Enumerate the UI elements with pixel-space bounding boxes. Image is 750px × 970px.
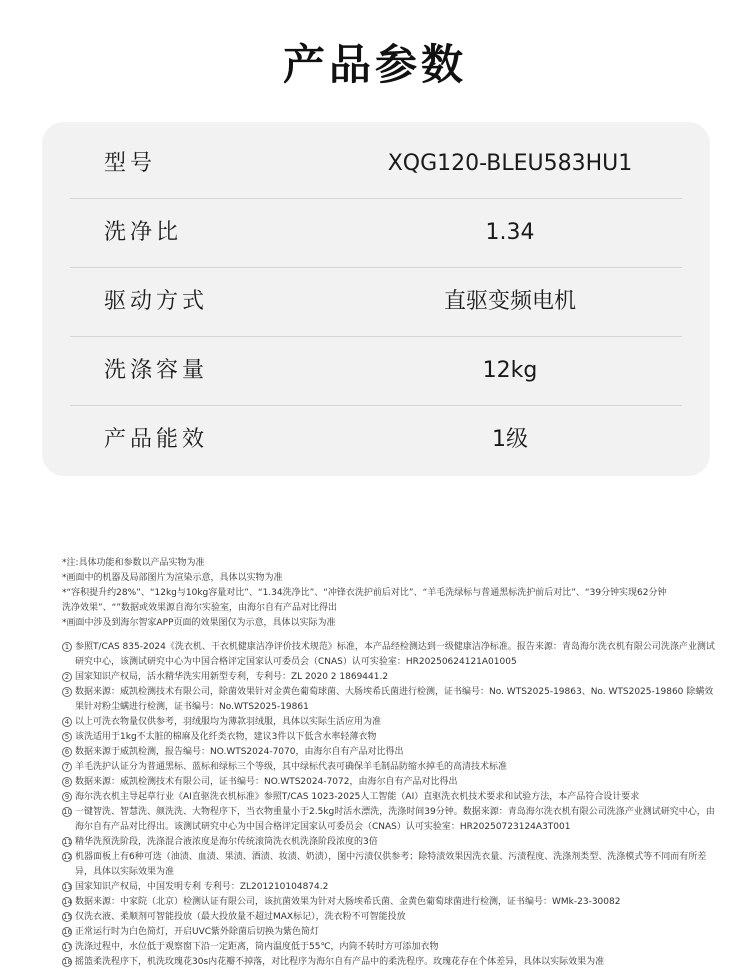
reference-item xyxy=(62,895,722,910)
spec-label: 洗涤容量 xyxy=(104,358,209,383)
reference-number: 18 xyxy=(63,958,72,966)
spec-row-drive xyxy=(70,268,682,337)
spec-table xyxy=(42,122,710,476)
reference-text: 国家知识产权局，活水精华洗实用新型专利，专利号：ZL 2020 2 1869441.2 xyxy=(75,672,389,682)
reference-item xyxy=(62,910,722,925)
reference-item xyxy=(62,790,722,805)
reference-item xyxy=(62,685,722,715)
reference-text: 洗涤过程中，水位低于观察窗下沿一定距离，筒内温度低于55℃，内筒不转时方可添加衣物 xyxy=(75,942,439,952)
reference-number: 15 xyxy=(63,913,72,921)
reference-number: 1 xyxy=(62,642,72,652)
reference-number: 7 xyxy=(62,762,72,772)
reference-number: 2 xyxy=(62,672,72,682)
reference-number: 14 xyxy=(63,898,72,906)
reference-text: 一键智洗、智慧洗、颜洗洗、大物程序下，当衣物重量小于2.5kg时活水漂洗，洗涤时间39分钟。数据来源：青岛海尔洗衣机有限公司洗涤产业测试研究中心，由海尔自有产品对比得出。该测试研究中心为中国合格评定国家认可委员会（CNAS）认可实验室：HR20250723124A3T001 xyxy=(75,807,715,832)
spec-value: 1.34 xyxy=(485,220,535,245)
spec-value: 1级 xyxy=(492,427,528,452)
note-line: *画面中的机器及局部图片为渲染示意，具体以实物为准 xyxy=(62,573,283,583)
reference-item xyxy=(62,775,722,790)
reference-number: 13 xyxy=(63,883,72,891)
reference-item xyxy=(62,715,722,730)
spec-row-wash-ratio xyxy=(70,199,682,268)
reference-number: 8 xyxy=(62,777,72,787)
reference-text: 海尔洗衣机主导起草行业《AI直驱洗衣机标准》参照T/CAS 1023-2025人工智能（AI）直驱洗衣机技术要求和试验方法，本产品符合设计要求 xyxy=(75,792,640,802)
spec-value: 直驱变频电机 xyxy=(443,289,576,314)
reference-text: 机器面板上有6种可选（油渍、血渍、果渍、酒渍、妆渍、奶渍），图中污渍仅供参考；除特渍效果因洗衣量、污渍程度、洗涤剂类型、洗涤模式等不同而有所差异，具体以实际效果为准 xyxy=(75,852,707,877)
spec-label: 产品能效 xyxy=(104,427,209,452)
reference-text: 正常运行时为白色简灯，开启UVC紫外除菌后切换为紫色简灯 xyxy=(75,927,320,937)
reference-text: 精华洗预洗阶段，洗涤混合液浓度是海尔传统滚筒洗衣机洗涤阶段浓度的3倍 xyxy=(75,837,378,847)
note-line: *“容积提升约28%”、“12kg与10kg容量对比”、“1.34洗净比”、“冲锋衣洗护前后对比”、“羊毛洗绿标与普通黑标洗护前后对比”、“39分钟实现62分钟 xyxy=(62,588,667,598)
spec-value: XQG120-BLEU583HU1 xyxy=(387,151,633,176)
reference-item xyxy=(62,730,722,745)
reference-text: 国家知识产权局，中国发明专利 专利号：ZL201210104874.2 xyxy=(75,882,329,892)
spec-label: 洗净比 xyxy=(104,220,183,245)
reference-number: 4 xyxy=(62,717,72,727)
reference-number: 16 xyxy=(63,928,72,936)
reference-text: 数据来源：中家院（北京）检测认证有限公司，该抗菌效果为针对大肠埃希氏菌、金黄色葡萄球菌进行检测，证书编号：WMk-23-30082 xyxy=(75,897,621,907)
reference-number: 12 xyxy=(63,853,72,861)
reference-item xyxy=(62,835,722,850)
reference-text: 羊毛洗护认证分为普通黑标、蓝标和绿标三个等级，其中绿标代表可确保羊毛制品防缩水掉毛的高清技术标准 xyxy=(75,762,508,772)
reference-number: 9 xyxy=(62,792,72,802)
reference-number: 10 xyxy=(63,808,72,816)
reference-text: 参照T/CAS 835-2024《洗衣机、干衣机健康洁净评价技术规范》标准，本产品经检测达到一级健康洁净标准。报告来源：青岛海尔洗衣机有限公司洗涤产业测试研究中心，该测试研究中心为中国合格评定国家认可委员会（CNAS）认可实验室：HR20250624121A01005 xyxy=(75,642,715,667)
reference-item xyxy=(62,760,722,775)
reference-list xyxy=(62,640,722,970)
divider xyxy=(62,631,722,640)
reference-number: 11 xyxy=(63,838,72,846)
spec-value: 12kg xyxy=(482,358,538,383)
footnotes xyxy=(62,556,722,970)
page-title: 产品参数 xyxy=(282,40,467,89)
reference-text: 该洗适用于1kg不太脏的棉麻及化纤类衣物，建议3件以下低含水率轻薄衣物 xyxy=(75,732,377,742)
reference-number: 17 xyxy=(63,943,72,951)
reference-item xyxy=(62,955,722,970)
reference-item xyxy=(62,850,722,880)
note-line: 洗净效果”、“”数据或效果源自海尔实验室，由海尔自有产品对比得出 xyxy=(62,603,337,613)
reference-text: 以上可洗衣物量仅供参考，羽绒服均为薄款羽绒服，具体以实际生活应用为准 xyxy=(75,717,382,727)
spec-row-energy xyxy=(70,406,682,474)
reference-item xyxy=(62,805,722,835)
reference-item xyxy=(62,640,722,670)
spec-label: 型号 xyxy=(104,151,157,176)
reference-text: 数据来源于威凯检测，报告编号：NO.WTS2024-7070，由海尔自有产品对比得出 xyxy=(75,747,404,757)
reference-number: 5 xyxy=(62,732,72,742)
reference-text: 数据来源：威凯检测技术有限公司，除菌效果针对金黄色葡萄球菌、大肠埃希氏菌进行检测，证书编号：No. WTS2025-19863、No. WTS2025-19860 除螨效果针对粉尘螨进行检测，证书编号：No.WTS2025-19861 xyxy=(75,687,714,712)
reference-number: 6 xyxy=(62,747,72,757)
reference-item xyxy=(62,745,722,760)
reference-item xyxy=(62,940,722,955)
note-line: *注:具体功能和参数以产品实物为准 xyxy=(62,558,205,568)
reference-text: 数据来源：威凯检测技术有限公司，证书编号：NO.WTS2024-7072，由海尔自有产品对比得出 xyxy=(75,777,458,787)
spec-label: 驱动方式 xyxy=(104,289,209,314)
reference-item xyxy=(62,925,722,940)
reference-number: 3 xyxy=(62,687,72,697)
reference-item xyxy=(62,670,722,685)
note-line: *画面中涉及到海尔智家APP页面的效果图仅为示意，具体以实际为准 xyxy=(62,618,336,628)
reference-text: 仅洗衣液、柔顺剂可智能投放（最大投放量不超过MAX标记），洗衣粉不可智能投放 xyxy=(75,912,406,922)
reference-text: 摇篮柔洗程序下，机洗玫瑰花30s内花瓣不掉落，对比程序为海尔自有产品中的柔洗程序。玫瑰花存在个体差异，具体以实际效果为准 xyxy=(75,957,605,967)
reference-item xyxy=(62,880,722,895)
spec-row-model xyxy=(70,130,682,199)
spec-row-capacity xyxy=(70,337,682,406)
